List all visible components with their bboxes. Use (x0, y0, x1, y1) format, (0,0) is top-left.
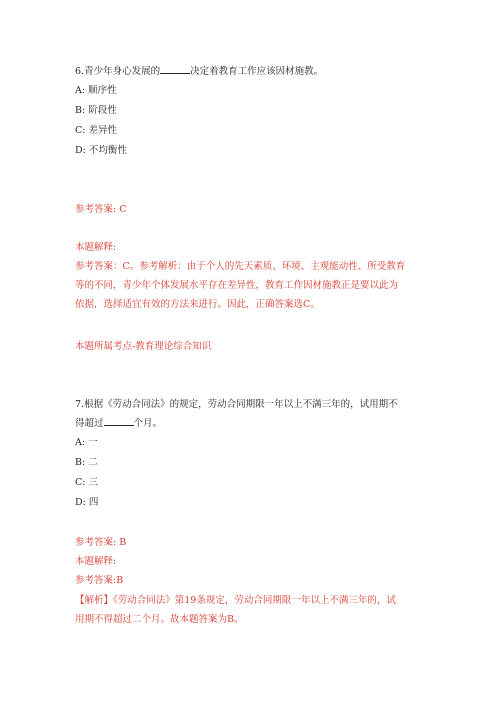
question-6-stem (75, 64, 323, 79)
question-6-explain-title: 本题解释: (75, 242, 117, 253)
question-6-topic: 本题所属考点-教育理论综合知识 (75, 341, 212, 352)
question-6-answer: 参考答案: C (75, 204, 127, 215)
question-6-option-c: C: 差异性 (75, 125, 117, 136)
question-7-option-b: B: 二 (75, 457, 98, 468)
question-7-ref-answer: 参考答案:B (75, 575, 124, 586)
question-7-stem-line-2 (75, 416, 162, 431)
question-6-stem-after: 决定着教育工作应该因材施教。 (190, 66, 324, 77)
question-7-stem-line-1: 7.根据《劳动合同法》的规定，劳动合同期限一年以上不满三年的，试用期不 (75, 399, 398, 410)
question-7-analysis-line-1 (75, 594, 396, 608)
question-7-explain-title: 本题解释: (75, 556, 117, 567)
question-7-analysis-text: 《劳动合同法》第19条规定，劳动合同期限一年以上不满三年的，试 (113, 595, 396, 606)
answer-blank (160, 64, 190, 74)
question-6-explain-line-2: 等的不同，青少年个体发展水平存在差异性，教育工作因材施教正是要以此为 (75, 280, 399, 291)
question-7-answer: 参考答案: B (75, 537, 127, 548)
question-6-explain-line-3: 依据，选择适宜有效的方法来进行。因此，正确答案选C。 (75, 299, 320, 310)
question-7-option-a: A: 一 (75, 437, 98, 448)
question-6-stem-before: 6.青少年身心发展的 (75, 66, 161, 77)
question-6-option-b: B: 阶段性 (75, 105, 117, 116)
question-7-analysis-line-2: 用期不得超过二个月。故本题答案为B。 (75, 614, 244, 625)
question-7-stem-after: 个月。 (133, 418, 163, 429)
question-6-option-a: A: 顺序性 (75, 85, 117, 96)
question-6-explain-line-1: 参考答案：C。参考解析：由于个人的先天素质、环境、主观能动性、所受教育 (75, 261, 406, 272)
question-7-option-c: C: 三 (75, 477, 98, 488)
question-7-stem-before: 得超过 (75, 418, 104, 429)
question-7-option-d: D: 四 (75, 497, 99, 508)
answer-blank (104, 416, 134, 426)
analysis-tag: 【解析】 (75, 595, 114, 606)
question-6-option-d: D: 不均衡性 (75, 145, 127, 156)
